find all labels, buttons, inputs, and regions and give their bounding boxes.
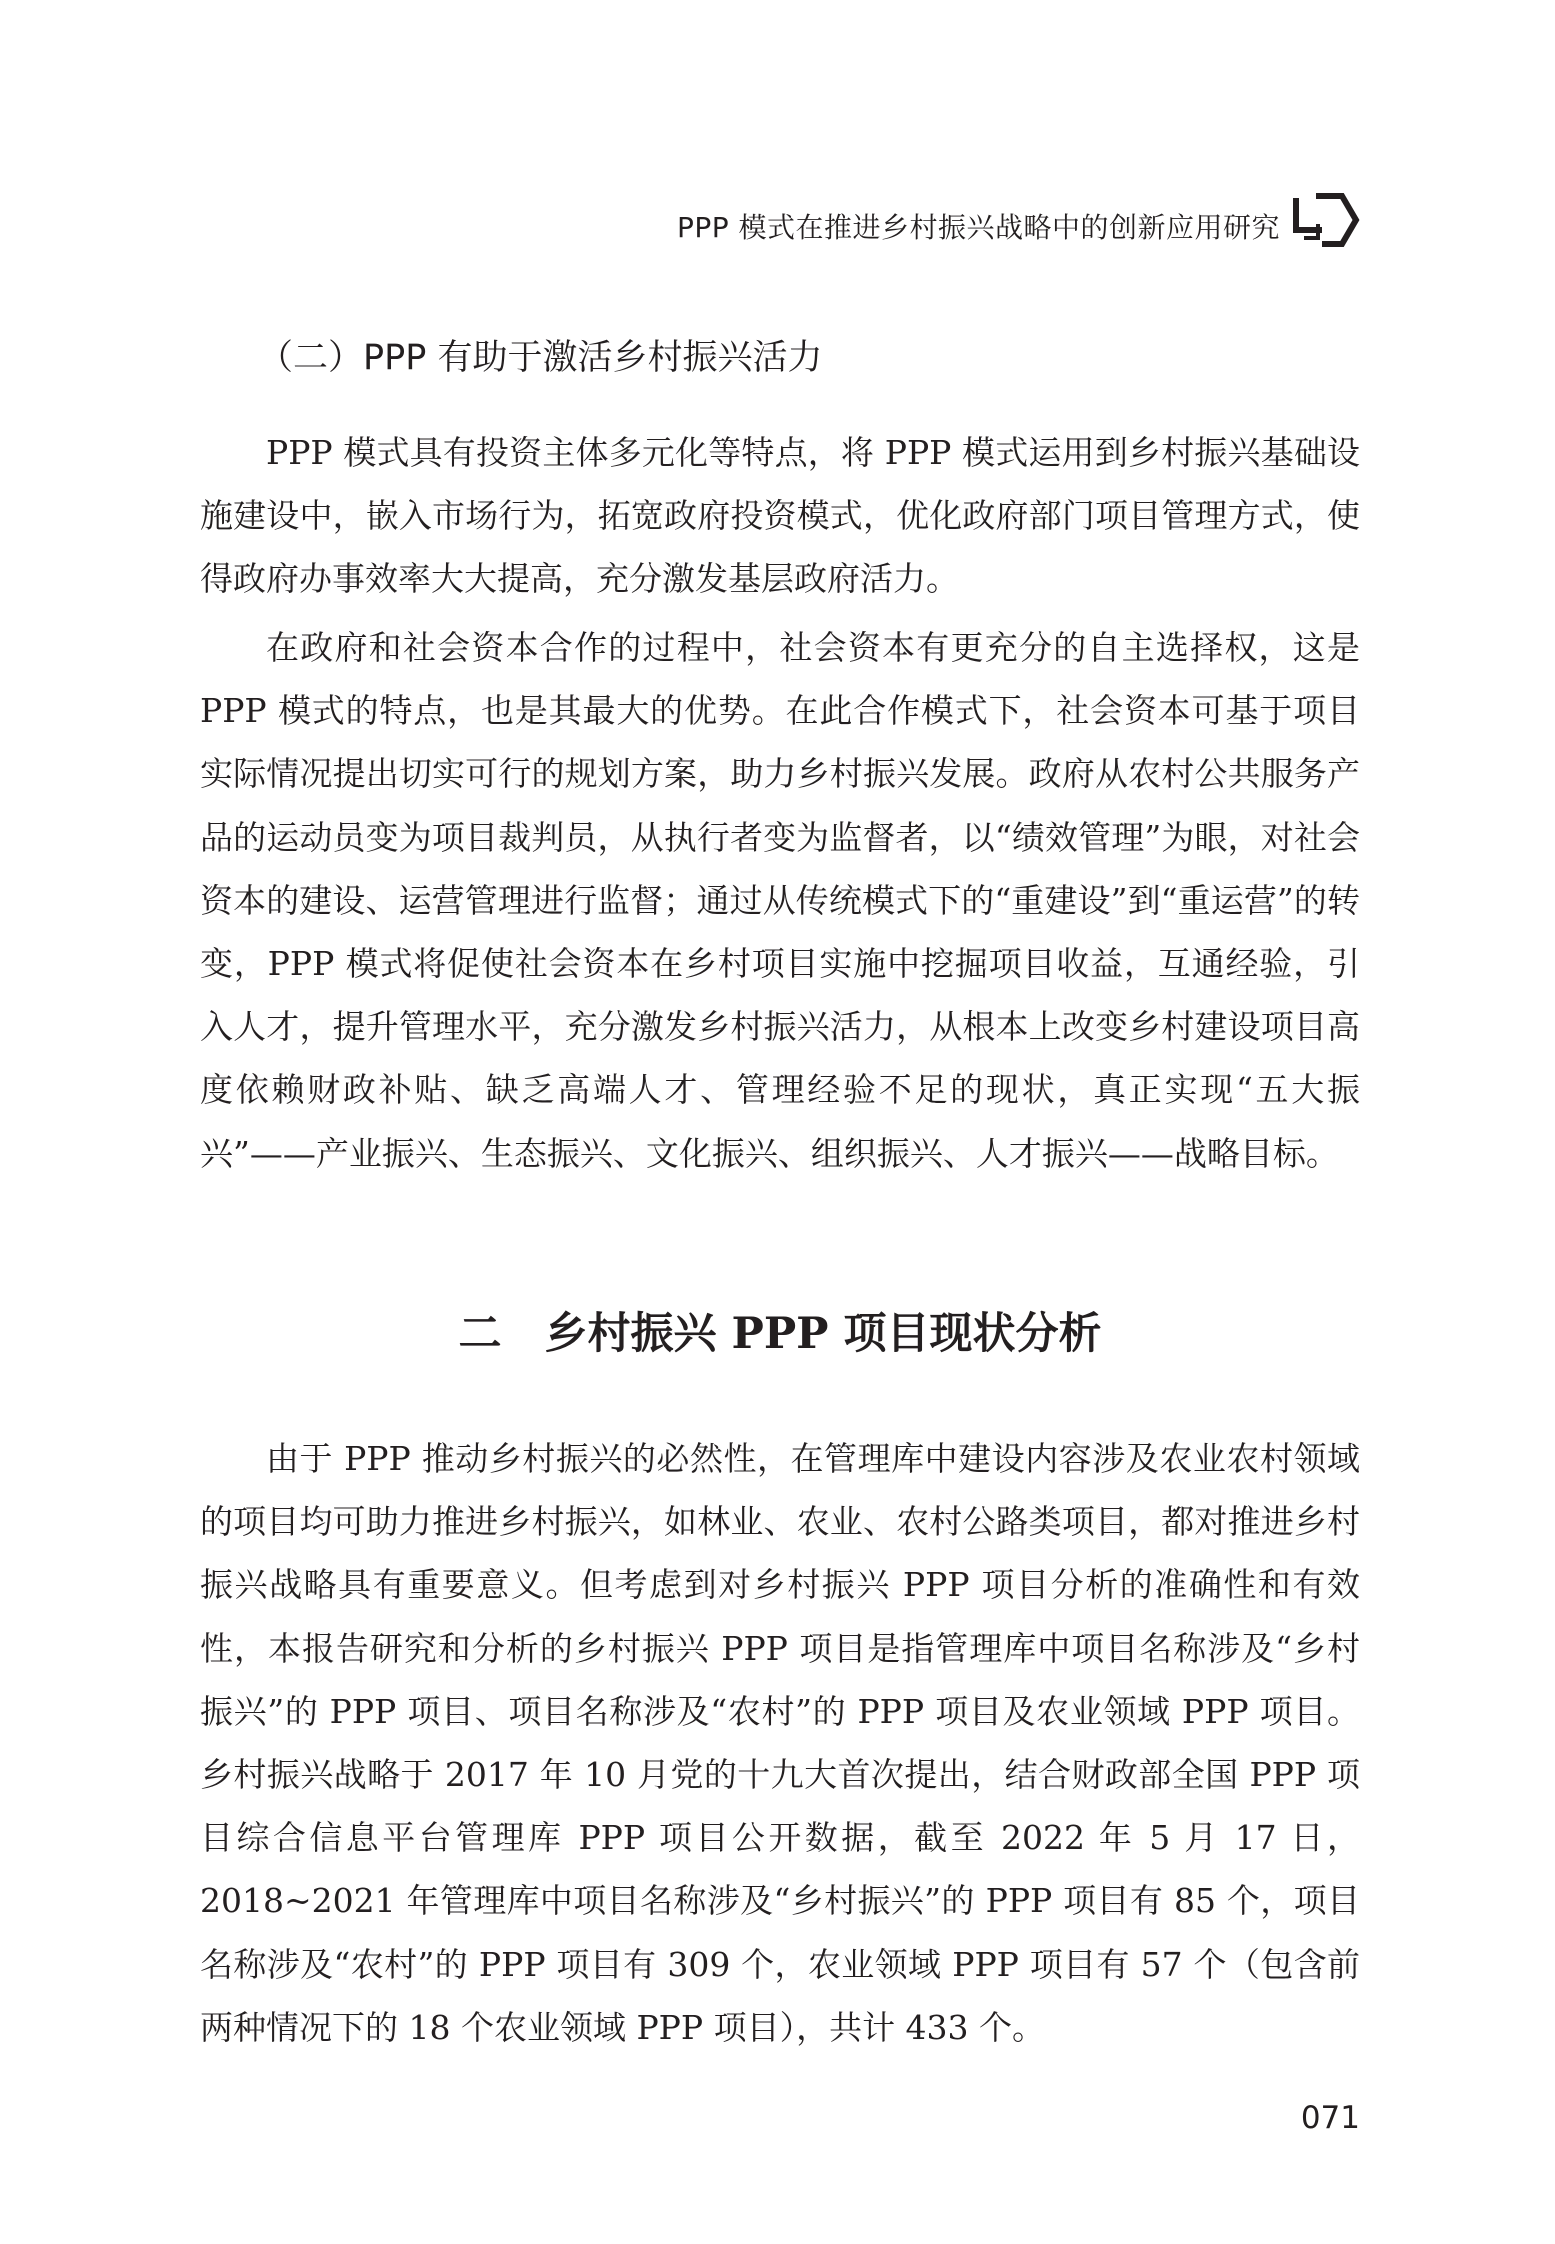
body-paragraph: 在政府和社会资本合作的过程中，社会资本有更充分的自主选择权，这是 PPP 模式的特点，也是其最大的优势。在此合作模式下，社会资本可基于项目实际情况提出切实可行的规划方案，助力乡村振兴发展。政府从农村公共服务产品的运动员变为项目裁判员，从执行者变为监督者，以“绩效管理”为眼，对社会资本的建设、运营管理进行监督；通过从传统模式下的“重建设”到“重运营”的转变，PPP 模式将促使社会资本在乡村项目实施中挖掘项目收益，互通经验，引入人才，提升管理水平，充分激发乡村振兴活力，从根本上改变乡村建设项目高度依赖财政补贴、缺乏高端人才、管理经验不足的现状，真正实现“五大振兴”——产业振兴、生态振兴、文化振兴、组织振兴、人才振兴——战略目标。 — [200, 628, 1360, 1173]
body-paragraph: PPP 模式具有投资主体多元化等特点，将 PPP 模式运用到乡村振兴基础设施建设中，嵌入市场行为，拓宽政府投资模式，优化政府部门项目管理方式，使得政府办事效率大大提高，充分激发基层政府活力。 — [200, 433, 1360, 599]
body-paragraph: 由于 PPP 推动乡村振兴的必然性，在管理库中建设内容涉及农业农村领域的项目均可助力推进乡村振兴，如林业、农业、农村公路类项目，都对推进乡村振兴战略具有重要意义。但考虑到对乡村振兴 PPP 项目分析的准确性和有效性，本报告研究和分析的乡村振兴 PPP 项目是指管理库中项目名称涉及“乡村振兴”的 PPP 项目、项目名称涉及“农村”的 PPP 项目及农业领域 PPP 项目。乡村振兴战略于 2017 年 10 月党的十九大首次提出，结合财政部全国 PPP 项目综合信息平台管理库 PPP 项目公开数据，截至 2022 年 5 月 17 日，2018~2021 年管理库中项目名称涉及“乡村振兴”的 PPP 项目有 85 个，项目名称涉及“农村”的 PPP 项目有 309 个，农业领域 PPP 项目有 57 个（包含前两种情况下的 18 个农业领域 PPP 项目），共计 433 个。 — [200, 1439, 1360, 2047]
running-header-title: PPP 模式在推进乡村振兴战略中的创新应用研究 — [676, 211, 1280, 244]
subsection-title: （二）PPP 有助于激活乡村振兴活力 — [258, 338, 823, 378]
chevron-bracket-icon — [1292, 190, 1362, 250]
page-number: 071 — [1300, 2100, 1360, 2136]
section-heading: 二 乡村振兴 PPP 项目现状分析 — [458, 1309, 1102, 1359]
